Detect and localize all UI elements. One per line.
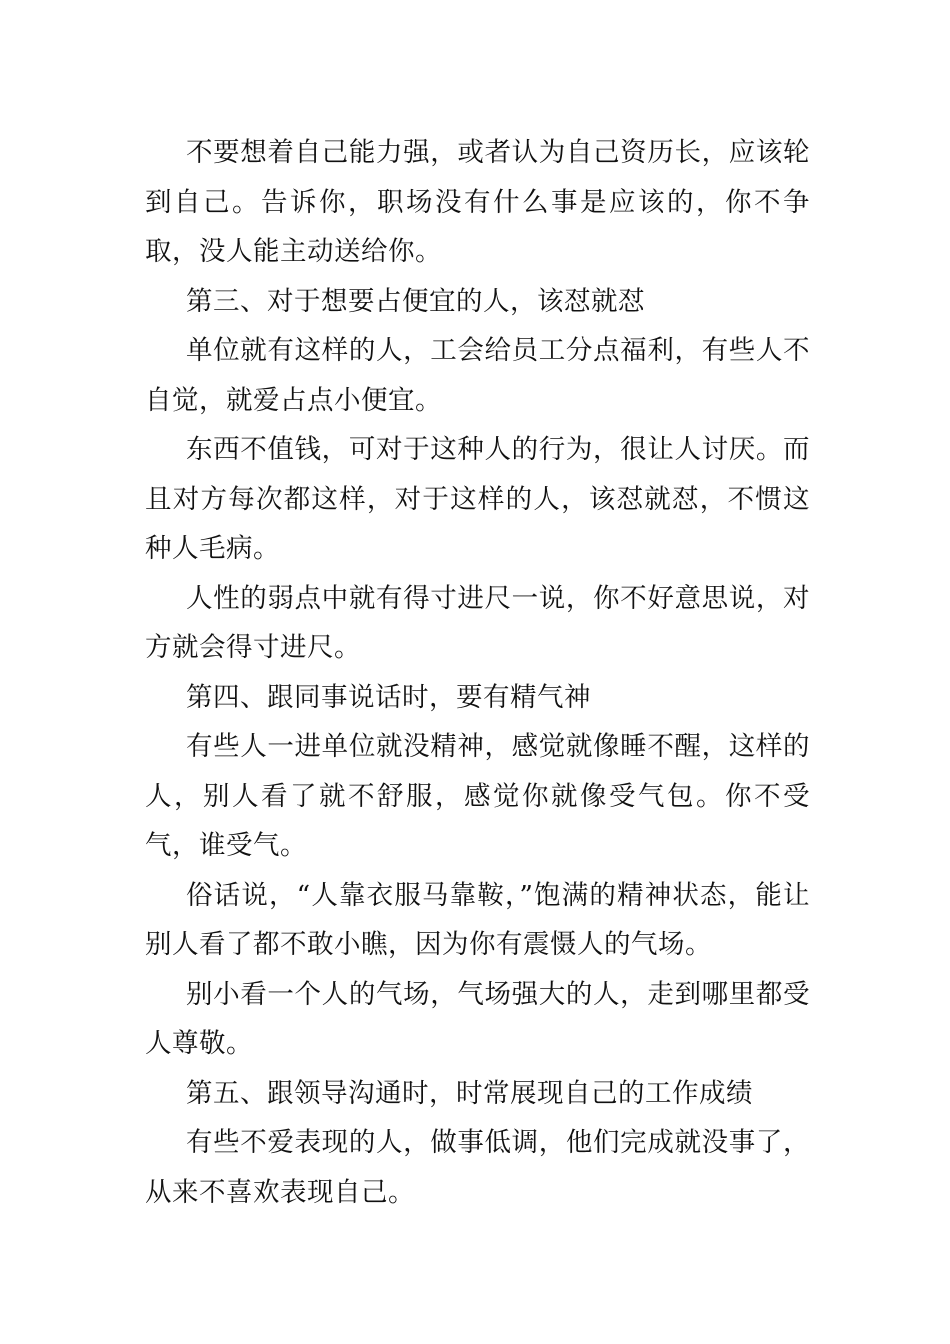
section-heading: 第四、跟同事说话时，要有精气神 — [186, 681, 591, 713]
section-heading: 第三、对于想要占便宜的人，该怼就怼 — [186, 285, 645, 317]
document-body — [145, 128, 810, 1217]
paragraph: 别小看一个人的气场，气场强大的人，走到哪里都受人尊敬。 — [145, 978, 810, 1059]
paragraph: 俗话说，“人靠衣服马靠鞍，”饱满的精神状态，能让别人看了都不敢小瞧，因为你有震慑人的气场。 — [145, 879, 810, 960]
paragraph: 不要想着自己能力强，或者认为自己资历长，应该轮到自己。告诉你，职场没有什么事是应该的，你不争取，没人能主动送给你。 — [145, 137, 810, 267]
paragraph: 有些不爱表现的人，做事低调，他们完成就没事了，从来不喜欢表现自己。 — [145, 1127, 810, 1208]
paragraph: 人性的弱点中就有得寸进尺一说，你不好意思说，对方就会得寸进尺。 — [145, 582, 810, 663]
paragraph: 东西不值钱，可对于这种人的行为，很让人讨厌。而且对方每次都这样，对于这样的人，该怼就怼，不惯这种人毛病。 — [145, 434, 810, 564]
paragraph: 有些人一进单位就没精神，感觉就像睡不醒，这样的人，别人看了就不舒服，感觉你就像受气包。你不受气，谁受气。 — [145, 731, 810, 861]
section-heading: 第五、跟领导沟通时，时常展现自己的工作成绩 — [186, 1077, 753, 1109]
paragraph: 单位就有这样的人，工会给员工分点福利，有些人不自觉，就爱占点小便宜。 — [145, 335, 810, 416]
